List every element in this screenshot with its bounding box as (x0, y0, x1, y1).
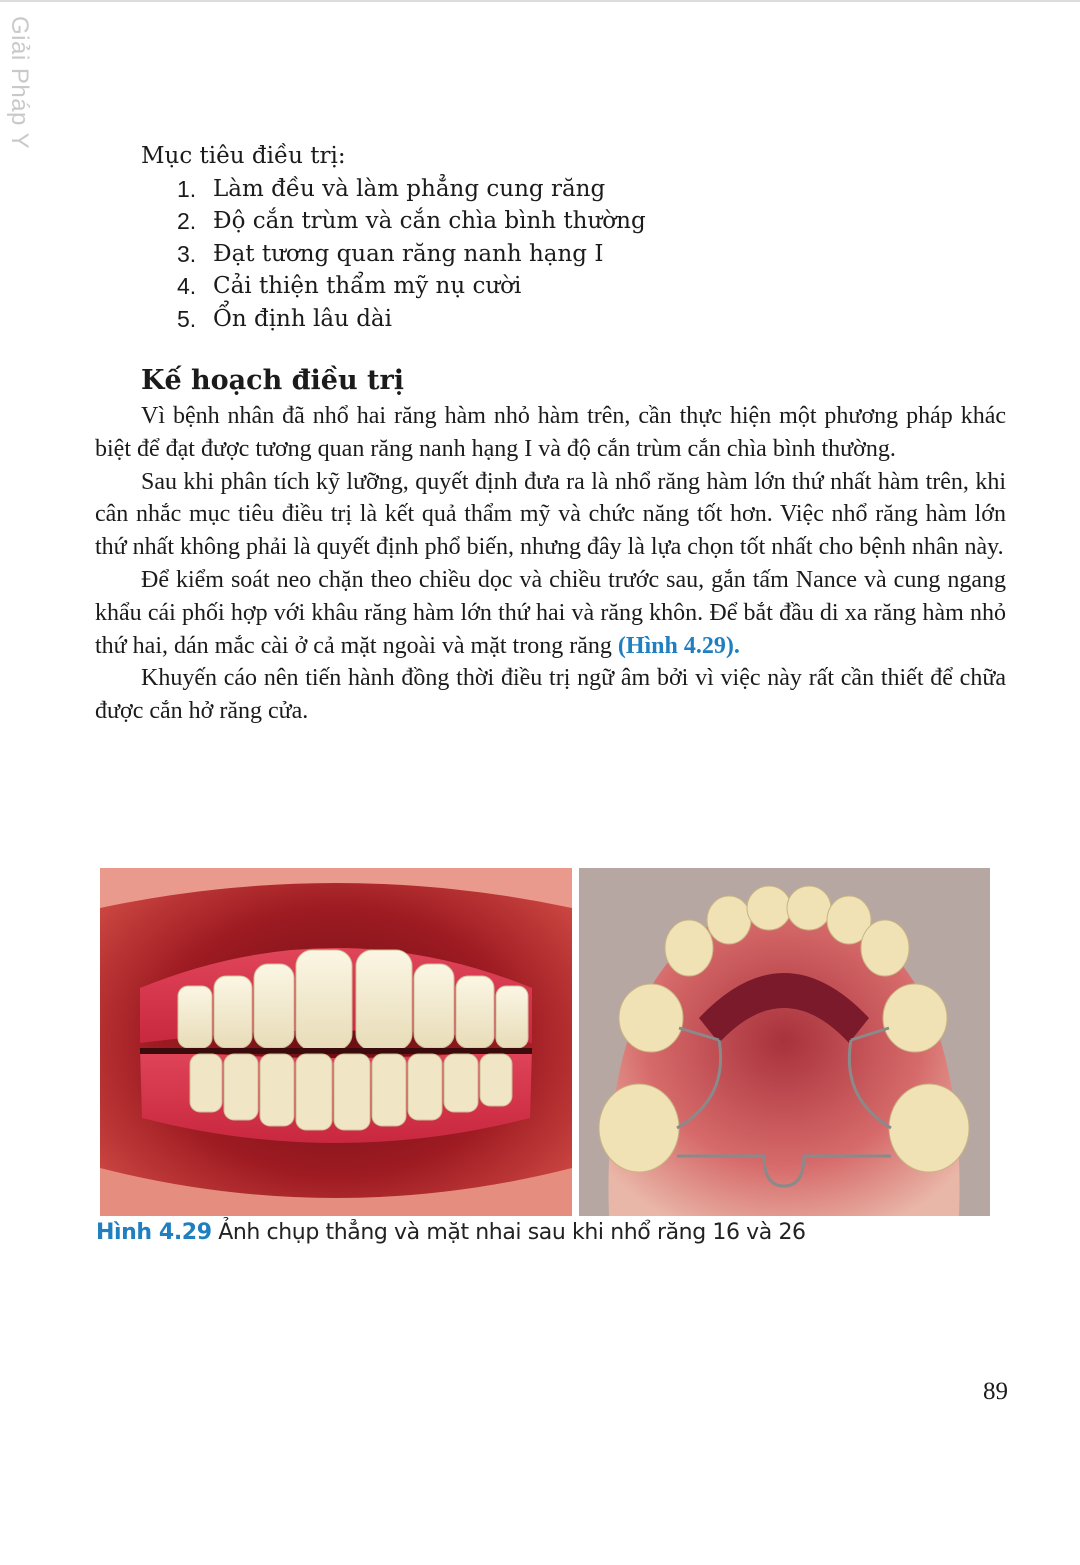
watermark: Giải Pháp Y (6, 16, 33, 149)
goal-text: Ổn định lâu dài (213, 305, 392, 332)
goal-text: Làm đều và làm phẳng cung răng (213, 175, 606, 202)
goal-text: Đạt tương quan răng nanh hạng I (213, 240, 604, 267)
paragraph-3 (95, 564, 1006, 662)
frontal-teeth-photo (100, 868, 572, 1216)
figure-caption-text: Ảnh chụp thẳng và mặt nhai sau khi nhổ răng 16 và 26 (211, 1220, 806, 1245)
goal-text: Cải thiện thẩm mỹ nụ cười (213, 273, 522, 299)
figure-reference-link[interactable]: (Hình 4.29). (617, 632, 740, 659)
goal-number: 5. (177, 305, 197, 332)
goal-item (177, 173, 1021, 206)
goal-number: 4. (177, 273, 197, 299)
treatment-goals (141, 140, 1021, 335)
page-number: 89 (983, 1378, 1008, 1405)
paragraph-2: Sau khi phân tích kỹ lưỡng, quyết định đưa ra là nhổ răng hàm lớn thứ nhất hàm trên, khi cân nhắc mục tiêu điều trị là kết quả thẩm mỹ và chức năng tốt hơn. Việc nhổ răng hàm lớn thứ nhất không phải là quyết định phổ biến, nhưng đây là lựa chọn tốt nhất cho bệnh nhân này. (95, 468, 1006, 561)
goal-item (177, 303, 1021, 336)
section-heading: Kế hoạch điều trị (141, 365, 404, 396)
occlusal-palate-photo (579, 868, 990, 1216)
goal-number: 1. (177, 175, 197, 202)
figure-label: Hình 4.29 (96, 1220, 212, 1245)
goals-title: Mục tiêu điều trị: (141, 143, 346, 169)
goal-item (177, 270, 1021, 303)
figure-caption (96, 1216, 806, 1250)
paragraph-1: Vì bệnh nhân đã nhổ hai răng hàm nhỏ hàm trên, cần thực hiện một phương pháp khác biệt để đạt được tương quan răng nanh hạng I và độ cắn trùm cắn chìa bình thường. (95, 403, 1006, 462)
goal-item (177, 205, 1021, 238)
page-top-border (0, 0, 1080, 2)
paragraph-3-text: Để kiểm soát neo chặn theo chiều dọc và chiều trước sau, gắn tấm Nance và cung ngang khẩu cái phối hợp với khâu răng hàm lớn thứ hai và răng khôn. Để bắt đầu di xa răng hàm nhỏ thứ hai, dán mắc cài ở cả mặt ngoài và mặt trong răng (95, 566, 1006, 659)
goals-list (141, 173, 1021, 336)
paragraph-4: Khuyến cáo nên tiến hành đồng thời điều trị ngữ âm bởi vì việc này rất cần thiết để chữa được cắn hở răng cửa. (95, 665, 1006, 725)
treatment-plan-body (95, 400, 1006, 728)
figure-4-29 (100, 868, 990, 1220)
goal-item (177, 238, 1021, 271)
goal-text: Độ cắn trùm và cắn chìa bình thường (213, 208, 646, 234)
goal-number: 2. (177, 208, 197, 234)
goal-number: 3. (177, 240, 197, 267)
